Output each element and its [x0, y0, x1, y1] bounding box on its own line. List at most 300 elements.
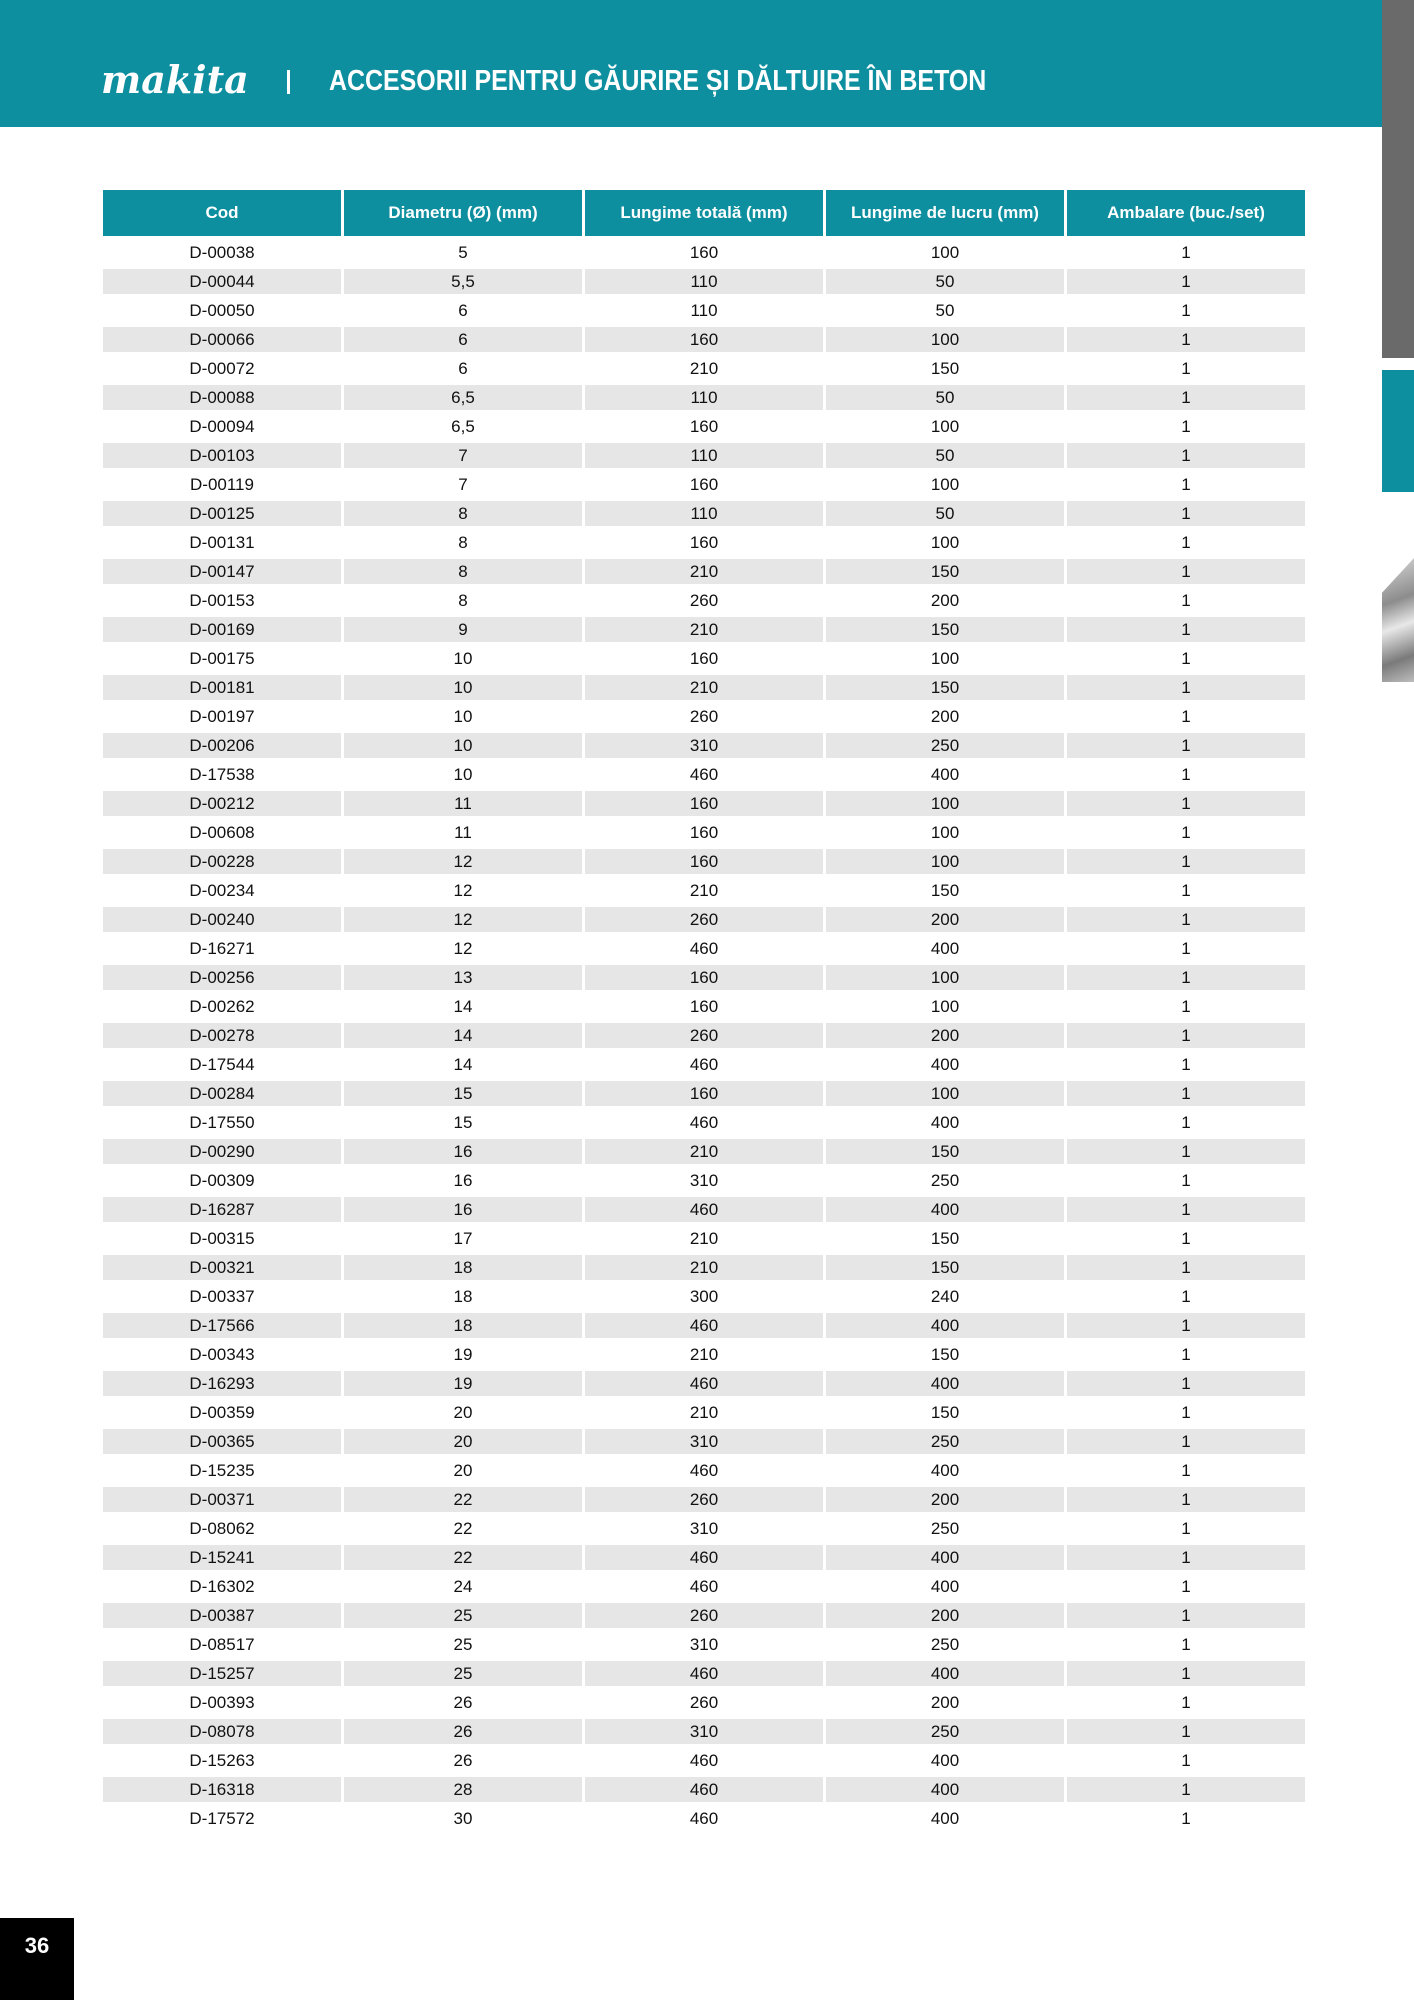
- table-cell: 260: [585, 1487, 823, 1516]
- table-cell: D-00197: [103, 704, 341, 733]
- table-cell: 400: [826, 1197, 1064, 1226]
- table-cell: D-17544: [103, 1052, 341, 1081]
- table-cell: 20: [344, 1400, 582, 1429]
- table-cell: 1: [1067, 936, 1305, 965]
- table-cell: 22: [344, 1545, 582, 1574]
- table-cell: 150: [826, 617, 1064, 646]
- table-cell: D-16271: [103, 936, 341, 965]
- table-cell: D-17538: [103, 762, 341, 791]
- table-cell: 100: [826, 240, 1064, 269]
- table-cell: 1: [1067, 849, 1305, 878]
- table-row: [103, 1545, 1305, 1574]
- table-cell: D-00228: [103, 849, 341, 878]
- table-cell: 1: [1067, 704, 1305, 733]
- drill-bit-image: [1382, 558, 1414, 682]
- table-cell: 400: [826, 762, 1064, 791]
- table-row: [103, 1661, 1305, 1690]
- table-row: [103, 936, 1305, 965]
- table-cell: 1: [1067, 414, 1305, 443]
- table-cell: 210: [585, 1342, 823, 1371]
- table-cell: 200: [826, 1690, 1064, 1719]
- table-cell: 1: [1067, 617, 1305, 646]
- table-cell: 100: [826, 327, 1064, 356]
- table-row: [103, 849, 1305, 878]
- table-cell: 1: [1067, 1197, 1305, 1226]
- table-row: [103, 1342, 1305, 1371]
- table-cell: 250: [826, 1168, 1064, 1197]
- table-cell: 7: [344, 472, 582, 501]
- table-cell: D-00119: [103, 472, 341, 501]
- table-cell: D-00365: [103, 1429, 341, 1458]
- table-cell: 160: [585, 530, 823, 559]
- table-cell: 460: [585, 1777, 823, 1806]
- table-cell: 400: [826, 1371, 1064, 1400]
- table-cell: 1: [1067, 1516, 1305, 1545]
- table-cell: 1: [1067, 1139, 1305, 1168]
- table-cell: 1: [1067, 1400, 1305, 1429]
- table-row: [103, 617, 1305, 646]
- table-cell: 160: [585, 965, 823, 994]
- table-row: [103, 1371, 1305, 1400]
- table-row: [103, 704, 1305, 733]
- table-cell: 50: [826, 501, 1064, 530]
- table-cell: 310: [585, 1429, 823, 1458]
- table-cell: 400: [826, 1458, 1064, 1487]
- table-cell: 25: [344, 1661, 582, 1690]
- table-row: [103, 1777, 1305, 1806]
- table-header-row: [103, 190, 1305, 240]
- table-cell: 250: [826, 733, 1064, 762]
- table-cell: D-16318: [103, 1777, 341, 1806]
- table-cell: 250: [826, 1632, 1064, 1661]
- table-row: [103, 1197, 1305, 1226]
- table-cell: 50: [826, 385, 1064, 414]
- table-cell: 200: [826, 1603, 1064, 1632]
- table-cell: 160: [585, 994, 823, 1023]
- table-cell: 250: [826, 1719, 1064, 1748]
- table-cell: D-16302: [103, 1574, 341, 1603]
- table-cell: 460: [585, 762, 823, 791]
- table-cell: 160: [585, 820, 823, 849]
- table-cell: 210: [585, 1255, 823, 1284]
- table-cell: 26: [344, 1748, 582, 1777]
- table-cell: 310: [585, 1168, 823, 1197]
- table-cell: 200: [826, 1487, 1064, 1516]
- table-cell: 150: [826, 878, 1064, 907]
- table-cell: 1: [1067, 385, 1305, 414]
- table-cell: D-08062: [103, 1516, 341, 1545]
- table-cell: 110: [585, 385, 823, 414]
- table-cell: 260: [585, 1690, 823, 1719]
- table-cell: 260: [585, 907, 823, 936]
- table-cell: 1: [1067, 1806, 1305, 1835]
- table-cell: 100: [826, 472, 1064, 501]
- table-cell: 400: [826, 1313, 1064, 1342]
- table-cell: 100: [826, 646, 1064, 675]
- table-cell: D-00234: [103, 878, 341, 907]
- table-row: [103, 1603, 1305, 1632]
- page-header: [0, 0, 1382, 127]
- table-row: [103, 1226, 1305, 1255]
- table-cell: 1: [1067, 269, 1305, 298]
- table-row: [103, 1168, 1305, 1197]
- table-cell: 460: [585, 1545, 823, 1574]
- table-cell: 28: [344, 1777, 582, 1806]
- table-cell: D-00240: [103, 907, 341, 936]
- table-row: [103, 1139, 1305, 1168]
- column-header: Diametru (Ø) (mm): [344, 190, 582, 240]
- table-row: [103, 298, 1305, 327]
- table-cell: 460: [585, 1806, 823, 1835]
- table-cell: D-00262: [103, 994, 341, 1023]
- table-cell: 460: [585, 1052, 823, 1081]
- column-header: Lungime totală (mm): [585, 190, 823, 240]
- table-cell: 210: [585, 559, 823, 588]
- table-cell: 100: [826, 1081, 1064, 1110]
- table-cell: D-00131: [103, 530, 341, 559]
- table-cell: 25: [344, 1603, 582, 1632]
- makita-logo: makita: [101, 57, 249, 102]
- table-cell: 12: [344, 907, 582, 936]
- table-cell: 7: [344, 443, 582, 472]
- table-cell: D-00050: [103, 298, 341, 327]
- table-cell: 1: [1067, 1429, 1305, 1458]
- table-cell: D-00072: [103, 356, 341, 385]
- table-row: [103, 472, 1305, 501]
- side-tab-grey: [1382, 0, 1414, 358]
- table-cell: 25: [344, 1632, 582, 1661]
- table-cell: D-00103: [103, 443, 341, 472]
- table-cell: D-00315: [103, 1226, 341, 1255]
- table-cell: 30: [344, 1806, 582, 1835]
- table-cell: D-08517: [103, 1632, 341, 1661]
- table-cell: 1: [1067, 675, 1305, 704]
- table-cell: 300: [585, 1284, 823, 1313]
- table-cell: 1: [1067, 1313, 1305, 1342]
- table-cell: 1: [1067, 1052, 1305, 1081]
- table-row: [103, 820, 1305, 849]
- table-cell: 160: [585, 849, 823, 878]
- table-row: [103, 1052, 1305, 1081]
- table-cell: 50: [826, 298, 1064, 327]
- table-cell: D-00284: [103, 1081, 341, 1110]
- table-cell: 6,5: [344, 414, 582, 443]
- table-cell: 6: [344, 356, 582, 385]
- table-cell: 5,5: [344, 269, 582, 298]
- table-row: [103, 1429, 1305, 1458]
- table-cell: 15: [344, 1110, 582, 1139]
- table-cell: 8: [344, 530, 582, 559]
- table-cell: 310: [585, 1719, 823, 1748]
- column-header: Ambalare (buc./set): [1067, 190, 1305, 240]
- table-row: [103, 1719, 1305, 1748]
- table-cell: 100: [826, 791, 1064, 820]
- table-cell: D-00290: [103, 1139, 341, 1168]
- table-cell: 1: [1067, 443, 1305, 472]
- table-cell: 10: [344, 704, 582, 733]
- table-row: [103, 762, 1305, 791]
- table-cell: 210: [585, 617, 823, 646]
- table-cell: 1: [1067, 1023, 1305, 1052]
- table-cell: D-16293: [103, 1371, 341, 1400]
- table-cell: D-16287: [103, 1197, 341, 1226]
- table-cell: 260: [585, 1023, 823, 1052]
- table-cell: 460: [585, 1197, 823, 1226]
- table-cell: D-00256: [103, 965, 341, 994]
- table-cell: 1: [1067, 1690, 1305, 1719]
- table-cell: 460: [585, 1574, 823, 1603]
- table-cell: 160: [585, 240, 823, 269]
- table-cell: 16: [344, 1139, 582, 1168]
- table-cell: 400: [826, 1777, 1064, 1806]
- table-cell: 160: [585, 414, 823, 443]
- table-cell: 460: [585, 1110, 823, 1139]
- table-cell: 12: [344, 878, 582, 907]
- table-cell: 160: [585, 1081, 823, 1110]
- table-row: [103, 1313, 1305, 1342]
- column-header: Lungime de lucru (mm): [826, 190, 1064, 240]
- table-cell: 17: [344, 1226, 582, 1255]
- table-cell: D-00088: [103, 385, 341, 414]
- table-cell: 1: [1067, 327, 1305, 356]
- table-cell: D-00169: [103, 617, 341, 646]
- table-cell: 1: [1067, 1748, 1305, 1777]
- table-cell: 20: [344, 1429, 582, 1458]
- table-row: [103, 559, 1305, 588]
- table-row: [103, 1487, 1305, 1516]
- table-cell: 100: [826, 414, 1064, 443]
- table-row: [103, 1458, 1305, 1487]
- table-cell: 150: [826, 559, 1064, 588]
- table-cell: 400: [826, 1052, 1064, 1081]
- table-row: [103, 443, 1305, 472]
- table-row: [103, 327, 1305, 356]
- table-cell: 240: [826, 1284, 1064, 1313]
- table-cell: 100: [826, 849, 1064, 878]
- table-cell: 20: [344, 1458, 582, 1487]
- table-cell: 6: [344, 298, 582, 327]
- table-cell: D-17572: [103, 1806, 341, 1835]
- table-cell: 50: [826, 443, 1064, 472]
- table-cell: 200: [826, 1023, 1064, 1052]
- table-row: [103, 1574, 1305, 1603]
- table-cell: 13: [344, 965, 582, 994]
- table-cell: 400: [826, 1545, 1064, 1574]
- page-title: ACCESORII PENTRU GĂURIRE ȘI DĂLTUIRE ÎN BETON: [329, 65, 987, 97]
- table-cell: D-00094: [103, 414, 341, 443]
- table-cell: D-00337: [103, 1284, 341, 1313]
- table-cell: 1: [1067, 820, 1305, 849]
- table-cell: 6: [344, 327, 582, 356]
- table-cell: D-15235: [103, 1458, 341, 1487]
- table-cell: 10: [344, 762, 582, 791]
- table-cell: 260: [585, 704, 823, 733]
- table-cell: 1: [1067, 762, 1305, 791]
- table-cell: 110: [585, 298, 823, 327]
- table-cell: 150: [826, 675, 1064, 704]
- table-cell: 250: [826, 1429, 1064, 1458]
- table-cell: D-00393: [103, 1690, 341, 1719]
- table-row: [103, 1400, 1305, 1429]
- table-cell: 110: [585, 501, 823, 530]
- table-cell: 150: [826, 1226, 1064, 1255]
- table-cell: D-00181: [103, 675, 341, 704]
- table-cell: 210: [585, 675, 823, 704]
- table-cell: 260: [585, 588, 823, 617]
- table-cell: D-00206: [103, 733, 341, 762]
- table-cell: 460: [585, 936, 823, 965]
- table-cell: 1: [1067, 1168, 1305, 1197]
- table-cell: D-00608: [103, 820, 341, 849]
- column-header: Cod: [103, 190, 341, 240]
- table-row: [103, 965, 1305, 994]
- table-cell: 10: [344, 646, 582, 675]
- table-cell: 1: [1067, 298, 1305, 327]
- table-cell: 1: [1067, 1777, 1305, 1806]
- table-row: [103, 385, 1305, 414]
- table-row: [103, 1255, 1305, 1284]
- table-cell: 1: [1067, 1342, 1305, 1371]
- table-cell: 460: [585, 1661, 823, 1690]
- table-row: [103, 1110, 1305, 1139]
- table-cell: 250: [826, 1516, 1064, 1545]
- table-cell: 1: [1067, 1284, 1305, 1313]
- table-cell: D-00309: [103, 1168, 341, 1197]
- table-cell: 14: [344, 1052, 582, 1081]
- table-cell: 1: [1067, 1603, 1305, 1632]
- table-cell: 1: [1067, 733, 1305, 762]
- table-cell: 400: [826, 1806, 1064, 1835]
- table-cell: 26: [344, 1690, 582, 1719]
- table-cell: D-00343: [103, 1342, 341, 1371]
- table-cell: 14: [344, 1023, 582, 1052]
- table-cell: 400: [826, 1574, 1064, 1603]
- table-cell: D-00387: [103, 1603, 341, 1632]
- table-row: [103, 1806, 1305, 1835]
- table-row: [103, 1690, 1305, 1719]
- table-cell: 1: [1067, 646, 1305, 675]
- table-row: [103, 878, 1305, 907]
- table-cell: 210: [585, 356, 823, 385]
- table-cell: 1: [1067, 1487, 1305, 1516]
- table-row: [103, 675, 1305, 704]
- table-cell: 24: [344, 1574, 582, 1603]
- table-cell: D-17566: [103, 1313, 341, 1342]
- table-row: [103, 414, 1305, 443]
- table-cell: 200: [826, 704, 1064, 733]
- table-cell: 15: [344, 1081, 582, 1110]
- table-cell: 10: [344, 733, 582, 762]
- table-cell: 1: [1067, 965, 1305, 994]
- table-cell: D-17550: [103, 1110, 341, 1139]
- table-row: [103, 733, 1305, 762]
- table-cell: 150: [826, 1139, 1064, 1168]
- table-cell: 460: [585, 1748, 823, 1777]
- table-cell: 460: [585, 1371, 823, 1400]
- table-row: [103, 501, 1305, 530]
- table-cell: 110: [585, 443, 823, 472]
- table-cell: 160: [585, 646, 823, 675]
- table-cell: 8: [344, 501, 582, 530]
- table-cell: 100: [826, 994, 1064, 1023]
- table-cell: 1: [1067, 1574, 1305, 1603]
- table-row: [103, 1748, 1305, 1777]
- table-cell: 19: [344, 1342, 582, 1371]
- table-cell: 1: [1067, 501, 1305, 530]
- table-cell: 1: [1067, 472, 1305, 501]
- table-row: [103, 1081, 1305, 1110]
- table-cell: D-00321: [103, 1255, 341, 1284]
- table-cell: 210: [585, 878, 823, 907]
- table-cell: D-00175: [103, 646, 341, 675]
- table-cell: 8: [344, 588, 582, 617]
- table-cell: 5: [344, 240, 582, 269]
- table-cell: 19: [344, 1371, 582, 1400]
- table-cell: 8: [344, 559, 582, 588]
- table-cell: 310: [585, 1632, 823, 1661]
- table-cell: 1: [1067, 1081, 1305, 1110]
- table-cell: 310: [585, 1516, 823, 1545]
- table-cell: 18: [344, 1313, 582, 1342]
- table-cell: 200: [826, 907, 1064, 936]
- table-cell: 1: [1067, 530, 1305, 559]
- table-cell: 1: [1067, 1545, 1305, 1574]
- table-cell: 210: [585, 1226, 823, 1255]
- table-cell: 22: [344, 1487, 582, 1516]
- table-cell: 400: [826, 936, 1064, 965]
- table-cell: 1: [1067, 907, 1305, 936]
- table-cell: 16: [344, 1197, 582, 1226]
- table-cell: D-08078: [103, 1719, 341, 1748]
- table-cell: 12: [344, 936, 582, 965]
- table-cell: 310: [585, 733, 823, 762]
- table-cell: 400: [826, 1110, 1064, 1139]
- table-row: [103, 1023, 1305, 1052]
- table-cell: 210: [585, 1400, 823, 1429]
- table-cell: 1: [1067, 1632, 1305, 1661]
- table-cell: 11: [344, 791, 582, 820]
- table-cell: 160: [585, 791, 823, 820]
- table-cell: 1: [1067, 588, 1305, 617]
- table-cell: 1: [1067, 1255, 1305, 1284]
- table-cell: 50: [826, 269, 1064, 298]
- table-cell: 210: [585, 1139, 823, 1168]
- table-cell: 1: [1067, 1719, 1305, 1748]
- table-cell: D-00147: [103, 559, 341, 588]
- table-cell: 1: [1067, 1661, 1305, 1690]
- table-cell: D-00359: [103, 1400, 341, 1429]
- table-row: [103, 240, 1305, 269]
- table-cell: 1: [1067, 356, 1305, 385]
- table-row: [103, 646, 1305, 675]
- table-cell: 200: [826, 588, 1064, 617]
- table-cell: 150: [826, 1342, 1064, 1371]
- table-cell: 260: [585, 1603, 823, 1632]
- table-row: [103, 1284, 1305, 1313]
- table-row: [103, 588, 1305, 617]
- table-cell: 16: [344, 1168, 582, 1197]
- table-cell: 110: [585, 269, 823, 298]
- table-cell: 1: [1067, 878, 1305, 907]
- table-cell: 460: [585, 1458, 823, 1487]
- table-cell: 150: [826, 1255, 1064, 1284]
- table-cell: 1: [1067, 1371, 1305, 1400]
- table-cell: 1: [1067, 1458, 1305, 1487]
- header-divider: [287, 70, 290, 94]
- table-row: [103, 356, 1305, 385]
- side-tab-teal: [1382, 370, 1414, 492]
- table-cell: 100: [826, 965, 1064, 994]
